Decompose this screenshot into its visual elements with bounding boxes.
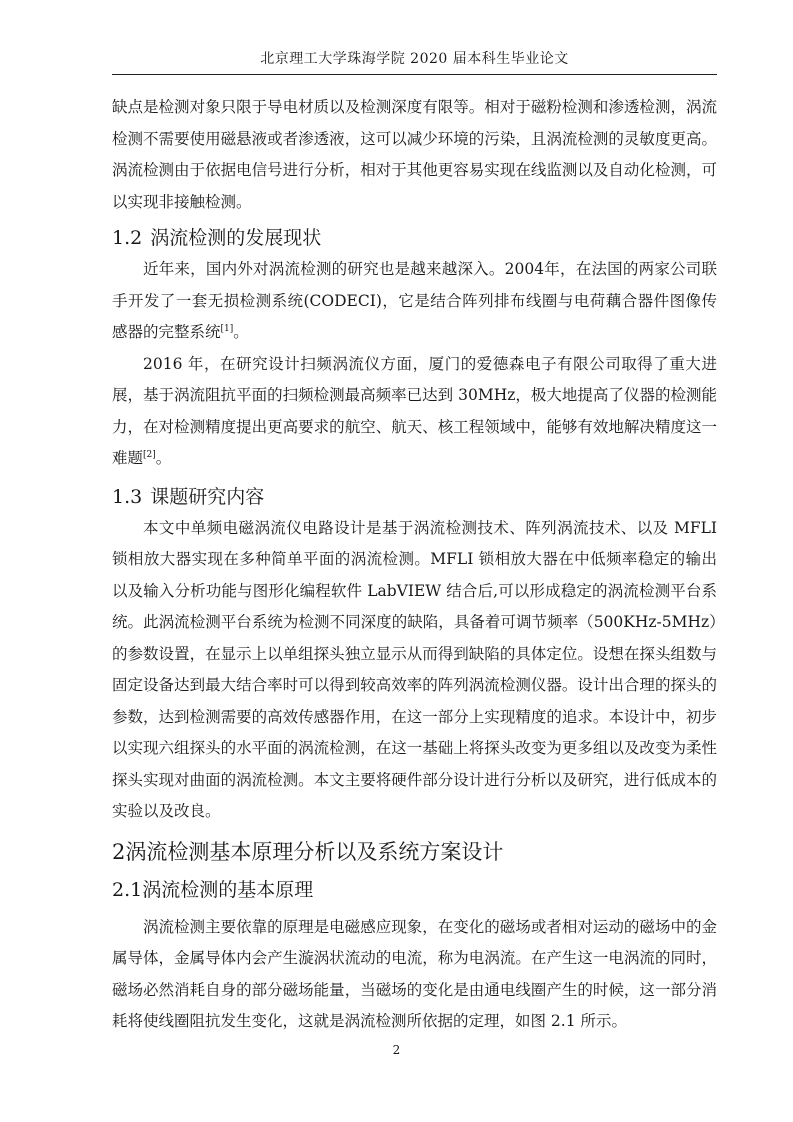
section-number: 1.2	[112, 227, 143, 249]
section-number: 2.1	[112, 878, 143, 901]
section-heading-2-1	[112, 878, 717, 902]
citation-ref: [2]	[143, 450, 156, 460]
paragraph: 本文中单频电磁涡流仪电路设计是基于涡流检测技术、阵列涡流技术、以及 MFLI 锁相放大器实现在多种简单平面的涡流检测。MFLI 锁相放大器在中低频率稳定的输出以及输入分析功能与图形化编程软件 LabVIEW 结合后,可以形成稳定的涡流检测平台系统。此涡流检测平台系统为检测不同深度的缺陷，具备着可调节频率（500KHz-5MHz）的参数设置，在显示上以单组探头独立显示从而得到缺陷的具体定位。设想在探头组数与固定设备达到最大结合率时可以得到较高效率的阵列涡流检测仪器。设计出合理的探头的参数，达到检测需要的高效传感器作用，在这一部分上实现精度的追求。本设计中，初步以实现六组探头的水平面的涡流检测，在这一基础上将探头改变为更多组以及改变为柔性探头实现对曲面的涡流检测。本文主要将硬件部分设计进行分析以及研究，进行低成本的实验以及改良。	[112, 518, 717, 820]
chapter-heading-2	[112, 838, 717, 866]
section-heading-1-2	[112, 226, 717, 250]
paragraph: 近年来，国内外对涡流检测的研究也是越来越深入。2004年，在法国的两家公司联手开发了一套无损检测系统(CODECI)，它是结合阵列排布线圈与电荷藕合器件图像传感器的完整系统[1]。	[112, 260, 717, 341]
section-title: 课题研究内容	[150, 485, 265, 508]
section-number: 1.3	[112, 485, 143, 508]
section-title: 涡流检测的基本原理	[142, 878, 314, 901]
page-body	[112, 92, 717, 1038]
section-heading-1-3	[112, 485, 717, 509]
paragraph: 涡流检测主要依靠的原理是电磁感应现象，在变化的磁场或者相对运动的磁场中的金属导体，金属导体内会产生漩涡状流动的电流，称为电涡流。在产生这一电涡流的同时，磁场必然消耗自身的部分磁场能量，当磁场的变化是由通电线圈产生的时候，这一部分消耗将使线圈阻抗发生变化，这就是涡流检测所依据的定理，如图 2.1 所示。	[112, 917, 717, 1030]
paragraph: 2016 年，在研究设计扫频涡流仪方面，厦门的爱德森电子有限公司取得了重大进展，基于涡流阻抗平面的扫频检测最高频率已达到 30MHz，极大地提高了仪器的检测能力，在对检测精度提出更高要求的航空、航天、核工程领域中，能够有效地解决精度这一难题[2]。	[112, 354, 717, 467]
header-rule	[112, 74, 717, 75]
section-title: 涡流检测的发展现状	[150, 227, 322, 249]
paragraph-continued: 缺点是检测对象只限于导电材质以及检测深度有限等。相对于磁粉检测和渗透检测，涡流检测不需要使用磁悬液或者渗透液，这可以减少环境的污染，且涡流检测的灵敏度更高。涡流检测由于依据电信号进行分析，相对于其他更容易实现在线监测以及自动化检测，可以实现非接触检测。	[112, 98, 717, 211]
chapter-number: 2	[112, 839, 126, 864]
citation-ref: [1]	[220, 324, 234, 334]
chapter-title: 涡流检测基本原理分析以及系统方案设计	[125, 839, 504, 864]
running-header: 北京理工大学珠海学院 2020 届本科生毕业论文	[260, 51, 569, 67]
page-number: 2	[392, 1043, 401, 1057]
